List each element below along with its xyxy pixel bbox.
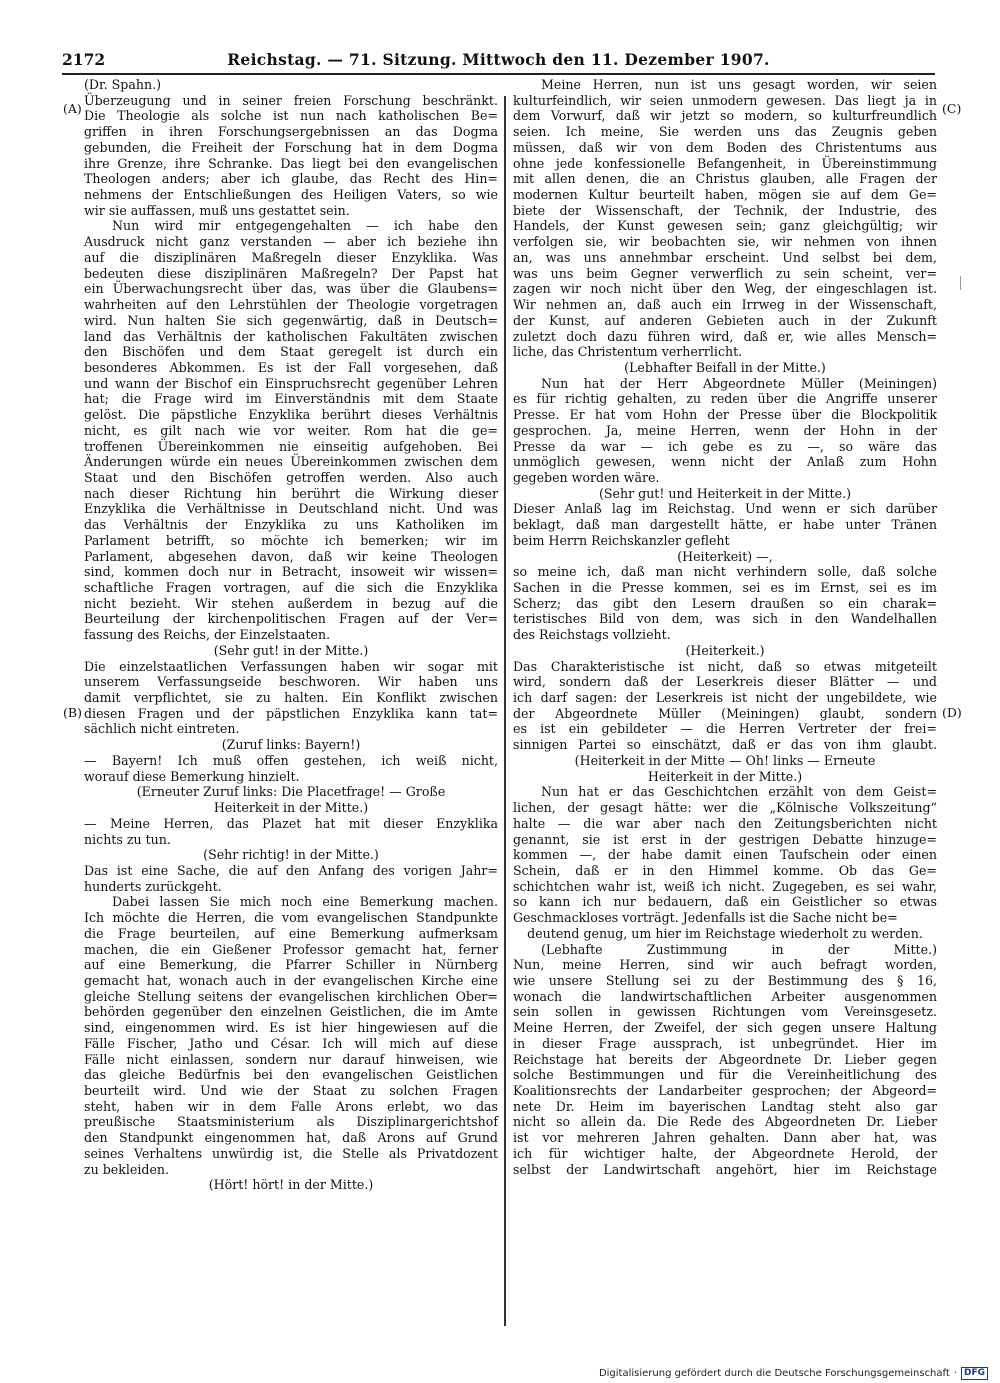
margin-mark-c: (C) — [942, 101, 962, 116]
text-line: behörden gegenüber den einzelnen Geistlichen, die im Amte — [84, 1004, 498, 1020]
text-line: beurteilt wird. Und wie der Staat zu solchen Fragen — [84, 1083, 498, 1098]
text-line: wir sie auffassen, muß uns gestattet sein. — [84, 202, 350, 218]
text-line: die Frage beurteilen, auf eine Bemerkung aufmerksam — [84, 925, 498, 941]
text-line: Sachen in die Presse kommen, sei es im Ernst, sei es im — [513, 580, 937, 595]
text-line: besonderes Abkommen. Es ist der Fall vorgesehen, daß — [84, 359, 498, 375]
text-line: Presse da war — ich gebe es zu —, so wäre das — [513, 438, 937, 454]
text-line: preußische Staatsministerium als Disziplinargerichtshof — [84, 1114, 498, 1130]
text-line: unmöglich gewesen, wenn nicht der Anlaß zum Hohn — [513, 454, 937, 470]
text-line: und wann der Bischof ein Einspruchsrecht gegenüber Lehren — [84, 375, 498, 391]
text-line: genannt, sie ist erst in der gestrigen Debatte hinzuge= — [513, 831, 937, 847]
text-line: den Standpunkt eingenommen hat, daß Arons auf Grund — [84, 1130, 498, 1146]
text-line: Das Charakteristische ist nicht, daß so etwas mitgeteilt — [513, 658, 937, 674]
text-line: ein Überwachungsrecht über das, was über die Glaubens= — [84, 281, 498, 297]
text-line: Reichstage hat bereits der Abgeordnete Dr. Lieber gegen — [513, 1051, 937, 1067]
text-line: gleiche Stellung seitens der evangelischen kirchlichen Ober= — [84, 988, 498, 1004]
text-line: Handels, der Kunst gewesen sein; ganz gleichgültig; wir — [513, 218, 937, 234]
text-line: Nun hat der Herr Abgeordnete Müller (Meiningen) — [541, 375, 937, 391]
text-line: Geschmackloses vorträgt. Jedenfalls ist die Sache nicht be= — [513, 910, 898, 926]
text-line: (Lebhafte Zustimmung in der Mitte.) — [541, 941, 937, 957]
text-line: müssen, daß wir von dem Boden des Christentums aus — [513, 139, 937, 155]
running-title: Reichstag. — 71. Sitzung. Mittwoch den 11. Dezember 1907. — [227, 50, 770, 69]
text-line: fassung des Reichs, der Einzelstaaten. — [84, 627, 331, 643]
text-line: ohne jede konfessionelle Befangenheit, in Übereinstimmung — [513, 155, 937, 171]
text-line: Nun hat er das Geschichtchen erzählt von dem Geist= — [541, 784, 937, 800]
text-line: gesprochen. Ja, meine Herren, wenn der Hohn in der — [513, 422, 937, 438]
text-line: (Dr. Spahn.) — [84, 77, 161, 92]
text-line: damit verpflichtet, sie zu halten. Ein Konflikt zwischen — [84, 690, 498, 706]
text-line: sein sollen in gewissen Richtungen vom Vereinsgesetz. — [513, 1004, 937, 1020]
text-line: Die einzelstaatlichen Verfassungen haben wir sogar mit — [84, 658, 498, 674]
text-line: ist vor mehreren Jahren gehalten. Dann aber hat, was — [513, 1130, 937, 1146]
text-line: selbst der Landwirtschaft angehört, hier im Reichstage — [513, 1161, 937, 1177]
column-separator — [504, 96, 506, 1326]
text-line: nete Dr. Heim im bayerischen Landtag steht also gar — [513, 1098, 937, 1114]
text-line: zagen wir noch nicht über den Weg, der eingeschlagen ist. — [513, 281, 937, 297]
text-line: Dieser Anlaß lag im Reichstag. Und wenn er sich darüber — [513, 501, 937, 517]
text-line: Nun, meine Herren, sind wir auch befragt worden, — [513, 957, 937, 973]
text-line: sind, kommen doch nur in Betracht, insoweit wir wissen= — [84, 564, 498, 580]
text-line: Meine Herren, nun ist uns gesagt worden, wir seien — [541, 77, 937, 92]
header-rule — [62, 73, 935, 75]
text-line: ich für wichtiger halte, der Abgeordnete Herold, der — [513, 1145, 937, 1161]
text-line: unserem Verfassungseide beschworen. Wir haben uns — [84, 674, 498, 690]
text-line: wahrheiten auf den Lehrstühlen der Theologie vorgetragen — [84, 297, 498, 313]
text-line: troffenen Übereinkommen nie einseitig aufgehoben. Bei — [84, 438, 498, 454]
left-text-column — [84, 77, 498, 1327]
text-line: land das Verhältnis der katholischen Fakultäten zwischen — [84, 328, 498, 344]
text-line: der Kunst, auf anderen Gebieten auch in der Zukunft — [513, 312, 937, 328]
text-line: Dabei lassen Sie mich noch eine Bemerkung machen. — [112, 894, 498, 910]
page-number: 2172 — [62, 50, 106, 69]
text-line: liche, das Christentum verherrlicht. — [513, 344, 743, 360]
text-line: (Hört! hört! in der Mitte.) — [208, 1177, 374, 1193]
text-line: modernen Kultur beurteilt haben, mögen sie auf dem Ge= — [513, 187, 937, 203]
text-line: zu bekleiden. — [84, 1161, 170, 1177]
text-line: diesen Fragen und der päpstlichen Enzyklika kann tat= — [84, 705, 498, 721]
text-line: (Sehr richtig! in der Mitte.) — [203, 847, 379, 863]
text-line: das gleiche Bedürfnis bei den evangelischen Geistlichen — [84, 1067, 498, 1083]
text-line: (Heiterkeit) —, — [677, 548, 773, 564]
text-line: Änderungen würde ein neues Übereinkommen zwischen dem — [84, 454, 498, 470]
text-line: gebunden, die Freiheit der Forschung hat in dem Dogma — [84, 139, 498, 155]
margin-tick — [960, 276, 961, 290]
text-line: verfolgen sie, wir beobachten sie, wir nehmen von ihnen — [513, 234, 937, 250]
text-line: (Sehr gut! und Heiterkeit in der Mitte.) — [599, 485, 851, 501]
text-line: es für richtig gehalten, zu reden über die Angriffe unserer — [513, 391, 937, 407]
text-line: — Bayern! Ich muß offen gestehen, ich weiß nicht, — [84, 752, 498, 768]
text-line: nichts zu tun. — [84, 831, 171, 847]
text-line: nehmens der Entschließungen des Heiligen Vaters, so wie — [84, 187, 498, 203]
text-line: Parlament betrifft, so möchte ich bemerken; wir im — [84, 532, 498, 548]
text-line: (Sehr gut! in der Mitte.) — [213, 642, 369, 658]
text-line: schaftliche Fragen vortragen, auf die sich die Enzyklika — [84, 580, 498, 595]
text-line: wonach die landwirtschaftlichen Arbeiter ausgenommen — [513, 988, 937, 1004]
text-line: Schein, daß er in den Himmel komme. Ob das Ge= — [513, 862, 937, 878]
text-line: wie unsere Stellung sei zu der Bestimmung des § 16, — [513, 972, 937, 988]
text-line: auf eine Bemerkung, die Pfarrer Schiller in Nürnberg — [84, 957, 498, 973]
text-line: Ich möchte die Herren, die vom evangelischen Standpunkte — [84, 910, 498, 926]
text-line: der Abgeordnete Müller (Meiningen) glaubt, sondern — [513, 705, 937, 721]
digitization-credit — [599, 1367, 988, 1380]
margin-mark-b: (B) — [63, 705, 82, 720]
text-line: so meine ich, daß man nicht verhindern solle, daß solche — [513, 564, 937, 580]
text-line: Parlament, abgesehen davon, daß wir keine Theologen — [84, 548, 498, 564]
text-line: gelöst. Die päpstliche Enzyklika berührt dieses Verhältnis — [84, 407, 498, 423]
text-line: Wir nehmen an, daß auch ein Irrweg in der Wissenschaft, — [513, 297, 937, 313]
margin-mark-d: (D) — [942, 705, 962, 720]
text-line: bedeuten diese disziplinären Maßregeln? Der Papst hat — [84, 265, 498, 281]
text-line: nach dieser Richtung hin berührt die Wirkung dieser — [84, 485, 498, 501]
text-line: des Reichstags vollzieht. — [513, 627, 671, 643]
text-line: schichtchen wahr ist, weiß ich nicht. Zugegeben, es sei wahr, — [513, 878, 937, 894]
credit-text: Digitalisierung gefördert durch die Deutsche Forschungsgemeinschaft — [598, 1368, 950, 1379]
text-line: Überzeugung und in seiner freien Forschung beschränkt. — [84, 92, 498, 108]
text-line: halte — die war aber nach den Zeitungsberichten nicht — [513, 815, 937, 831]
dfg-logo: DFG — [961, 1367, 988, 1380]
text-line: nicht bezieht. Wir stehen außerdem in bezug auf die — [84, 595, 498, 611]
text-line: solche Bestimmungen und für die Vereinheitlichung des — [513, 1067, 937, 1083]
text-line: sinnigen Partei so einschätzt, daß er das von ihm glaubt. — [513, 737, 937, 753]
text-line: es ist ein gebildeter — die Herren Vertreter der frei= — [513, 721, 937, 737]
text-line: Ausdruck nicht ganz verstanden — aber ich beziehe ihn — [84, 234, 498, 250]
text-line: seien. Ich meine, Sie werden uns das Zeugnis geben — [513, 124, 937, 140]
text-line: (Heiterkeit.) — [685, 642, 765, 658]
text-line: (Lebhafter Beifall in der Mitte.) — [624, 359, 826, 375]
text-line: Staat und den Bischöfen getroffen werden. Also auch — [84, 469, 498, 485]
text-line: kulturfeindlich, wir seien unmodern gewesen. Das liegt ja in — [513, 92, 937, 108]
margin-mark-a: (A) — [63, 101, 82, 116]
text-line: den Bischöfen und dem Staat geregelt ist durch ein — [84, 344, 498, 360]
text-line: Scherz; das gibt den Lesern draußen so ein charak= — [513, 595, 937, 611]
text-line: Meine Herren, der Zweifel, der sich gegen unsere Haltung — [513, 1020, 937, 1036]
text-line: wird, sondern daß der Leserkreis dieser Blätter — und — [513, 674, 937, 690]
text-line: Fälle Fischer, Jatho und César. Ich will mich auf diese — [84, 1035, 498, 1051]
text-line: das Verhältnis der Enzyklika zu uns Katholiken im — [84, 517, 498, 533]
text-line: Presse. Er hat vom Hohn der Presse über die Blockpolitik — [513, 407, 937, 423]
text-line: in dieser Frage aussprach, ist unbegründet. Hier im — [513, 1035, 937, 1051]
text-line: Heiterkeit in der Mitte.) — [213, 800, 369, 816]
text-line: an, was uns annehmbar erscheint. Und selbst bei dem, — [513, 249, 937, 265]
text-line: — Meine Herren, das Plazet hat mit dieser Enzyklika — [84, 815, 498, 831]
text-line: (Zuruf links: Bayern!) — [221, 737, 361, 753]
text-line: beklagt, daß man dargestellt hätte, er habe unter Tränen — [513, 517, 937, 533]
text-line: hunderts zurückgeht. — [84, 878, 222, 894]
text-line: machen, die ein Gießener Professor gemacht hat, ferner — [84, 941, 498, 957]
text-line: zuletzt doch dazu führen wird, daß er, wie alles Mensch= — [513, 328, 937, 344]
dot-separator: · — [953, 1368, 957, 1379]
text-line: mit allen denen, die an Christus glauben, alle Fragen der — [513, 171, 937, 187]
text-line: Fälle nicht einlassen, sondern nur darauf hinweisen, wie — [84, 1051, 498, 1067]
text-line: ich darf sagen: der Leserkreis ist nicht der ungebildete, wie — [513, 690, 937, 706]
text-line: deutend genug, um hier im Reichstage wiederholt zu werden. — [527, 925, 923, 941]
text-line: beim Herrn Reichskanzler gefleht — [513, 532, 730, 548]
text-line: Beurteilung der kirchenpolitischen Fragen auf der Ver= — [84, 611, 498, 627]
text-line: (Heiterkeit in der Mitte — Oh! links — Erneute — [574, 752, 876, 768]
text-line: hat; die Frage wird im Einverständnis mit dem Staate — [84, 391, 498, 407]
text-line: wird. Nun halten Sie sich gegenwärtig, daß in Deutsch= — [84, 312, 498, 328]
text-line: Nun wird mir entgegengehalten — ich habe den — [112, 218, 498, 234]
text-line: Heiterkeit in der Mitte.) — [647, 768, 803, 784]
right-text-column — [513, 77, 937, 1327]
text-line: gemacht hat, wonach auch in der evangelischen Kirche eine — [84, 972, 498, 988]
text-line: teristisches Bild von dem, was sich in den Wandelhallen — [513, 611, 937, 627]
text-line: ihre Grenze, ihre Schranke. Das liegt bei den evangelischen — [84, 155, 498, 171]
text-line: biete der Wissenschaft, der Technik, der Industrie, des — [513, 202, 937, 218]
text-line: (Erneuter Zuruf links: Die Placetfrage! — Große — [136, 784, 446, 800]
text-line: dem Vorwurf, daß wir jetzt so modern, so kulturfreundlich — [513, 108, 937, 124]
text-line: so kann ich nur bedauern, daß ein Geistlicher so etwas — [513, 894, 937, 910]
text-line: sind, eingenommen wird. Es ist hier hingewiesen auf die — [84, 1020, 498, 1036]
text-line: Koalitionsrechts der Landarbeiter gesprochen; der Abgeord= — [513, 1083, 937, 1098]
text-line: Die Theologie als solche ist nun nach katholischen Be= — [84, 108, 498, 124]
text-line: nicht so allein da. Die Rede des Abgeordneten Dr. Lieber — [513, 1114, 937, 1130]
text-line: auf die disziplinären Maßregeln dieser Enzyklika. Was — [84, 249, 498, 265]
text-line: Enzyklika die Verhältnisse in Deutschland nicht. Und was — [84, 501, 498, 517]
page-header — [62, 50, 935, 72]
text-line: sächlich nicht eintreten. — [84, 721, 240, 737]
text-line: lichen, der gesagt hätte: wer die „Kölnische Volkszeitung“ — [513, 800, 937, 816]
text-line: gegeben worden wäre. — [513, 469, 660, 485]
text-line: griffen in ihren Forschungsergebnissen an das Dogma — [84, 124, 498, 140]
text-line: steht, haben wir in dem Falle Arons erlebt, wo das — [84, 1098, 498, 1114]
text-line: Theologen anders; aber ich glaube, das Recht des Hin= — [84, 171, 498, 187]
text-line: was uns beim Gegner verwerflich zu sein scheint, ver= — [513, 265, 937, 281]
text-line: seines Verhaltens unwürdig ist, die Stelle als Privatdozent — [84, 1145, 498, 1161]
text-line: kommen —, der habe damit einen Taufschein oder einen — [513, 847, 937, 863]
text-line: Das ist eine Sache, die auf den Anfang des vorigen Jahr= — [84, 862, 498, 878]
text-line: worauf diese Bemerkung hinzielt. — [84, 768, 300, 784]
text-line: nicht, es gilt nach wie vor weiter. Rom hat die ge= — [84, 422, 498, 438]
